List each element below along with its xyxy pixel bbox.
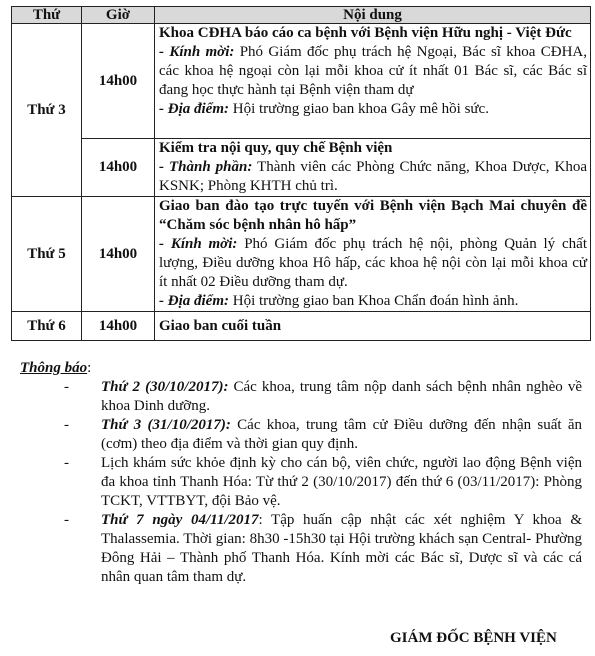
time-cell: 14h00	[82, 139, 155, 197]
notice-heading	[20, 359, 582, 378]
time-cell: 14h00	[82, 24, 155, 139]
table-row	[12, 139, 591, 197]
location-text: Hội trường giao ban Khoa Chẩn đoán hình ảnh.	[228, 293, 519, 309]
list-dash: -	[64, 417, 69, 433]
invite-text: Phó Giám đốc phụ trách hệ nội, phòng Quản lý chất lượng, Điều dưỡng khoa Hô hấp, các khoa hệ nội còn lại mỗi khoa cử ít nhất 02 Điều dưỡng tham dự.	[159, 236, 587, 290]
event-title: Giao ban cuối tuần	[159, 317, 282, 334]
notice-text: Lịch khám sức khỏe định kỳ cho cán bộ, viên chức, người lao động Bệnh viện đa khoa tỉnh Thanh Hóa: Từ thứ 2 (30/10/2017) đến thứ 6 (03/11/2017): Phòng TCKT, VTTBYT, đội Bảo vệ.	[101, 455, 582, 509]
notice-date: Thứ 3 (31/10/2017):	[101, 417, 231, 433]
location-label: - Địa điểm:	[159, 293, 229, 309]
notice-text: Các khoa, trung tâm cử Điều dưỡng đến nhận suất ăn (cơm) theo địa điểm và thời gian quy định.	[101, 417, 582, 452]
notice-text: Các khoa, trung tâm nộp danh sách bệnh nhân nghèo về khoa Dinh dưỡng.	[101, 379, 583, 414]
list-item	[20, 454, 582, 511]
table-row	[12, 312, 591, 341]
schedule-table	[11, 6, 591, 341]
list-item	[20, 378, 582, 416]
list-item	[20, 416, 582, 454]
content-cell	[155, 24, 591, 139]
invite-text: Phó Giám đốc phụ trách hệ Ngoại, Bác sĩ khoa CĐHA, các khoa hệ ngoại còn lại mỗi khoa cử ít nhất 01 Bác sĩ, các Bác sĩ đang học thực hành tại Bệnh viện tham dự	[159, 44, 587, 98]
members-text: Thành viên các Phòng Chức năng, Khoa Dược, Khoa KSNK; Phòng KHTH chủ trì.	[159, 159, 587, 194]
members-line	[159, 158, 587, 196]
notice-section	[20, 359, 582, 587]
day-cell: Thứ 3	[12, 24, 82, 197]
table-header-row	[12, 7, 591, 24]
event-title: Khoa CĐHA báo cáo ca bệnh với Bệnh viện Hữu nghị - Việt Đức	[159, 25, 572, 41]
members-label: - Thành phần:	[159, 159, 253, 175]
list-item	[20, 511, 582, 587]
content-cell	[155, 197, 591, 312]
content-cell	[155, 312, 591, 341]
location-line	[159, 100, 587, 119]
header-content: Nội dung	[155, 7, 591, 24]
notice-date: Thứ 2 (30/10/2017):	[101, 379, 229, 395]
notice-date: Thứ 7 ngày 04/11/2017	[101, 512, 259, 528]
location-text: Hội trường giao ban khoa Gây mê hồi sức.	[228, 101, 489, 117]
director-signature: GIÁM ĐỐC BỆNH VIỆN	[390, 630, 557, 646]
content-cell	[155, 139, 591, 197]
header-time: Giờ	[82, 7, 155, 24]
list-dash: -	[64, 455, 69, 471]
header-day: Thứ	[12, 7, 82, 24]
table-row	[12, 197, 591, 312]
time-cell: 14h00	[82, 312, 155, 341]
list-dash: -	[64, 512, 69, 528]
location-line	[159, 292, 587, 311]
time-cell: 14h00	[82, 197, 155, 312]
notice-colon: :	[87, 360, 92, 376]
invite-label: - Kính mời:	[159, 236, 238, 252]
location-label: - Địa điểm:	[159, 101, 229, 117]
invite-label: - Kính mời:	[159, 44, 235, 60]
invite-line	[159, 43, 587, 100]
invite-line	[159, 235, 587, 292]
day-cell: Thứ 6	[12, 312, 82, 341]
notice-text: : Tập huấn cập nhật các xét nghiệm Y khoa & Thalassemia. Thời gian: 8h30 -15h30 tại Hội trường khách sạn Central- Phường Đông Hải – Thành phố Thanh Hóa. Kính mời các Bác sĩ, Dược sĩ và các cá nhân quan tâm tham dự.	[101, 512, 582, 585]
table-row	[12, 24, 591, 139]
list-dash: -	[64, 379, 69, 395]
day-cell: Thứ 5	[12, 197, 82, 312]
notice-title: Thông báo	[20, 360, 88, 376]
event-title: Kiểm tra nội quy, quy chế Bệnh viện	[159, 140, 393, 156]
event-title: Giao ban đào tạo trực tuyến với Bệnh viện Bạch Mai chuyên đề “Chăm sóc bệnh nhân hô hấp”	[159, 198, 587, 233]
